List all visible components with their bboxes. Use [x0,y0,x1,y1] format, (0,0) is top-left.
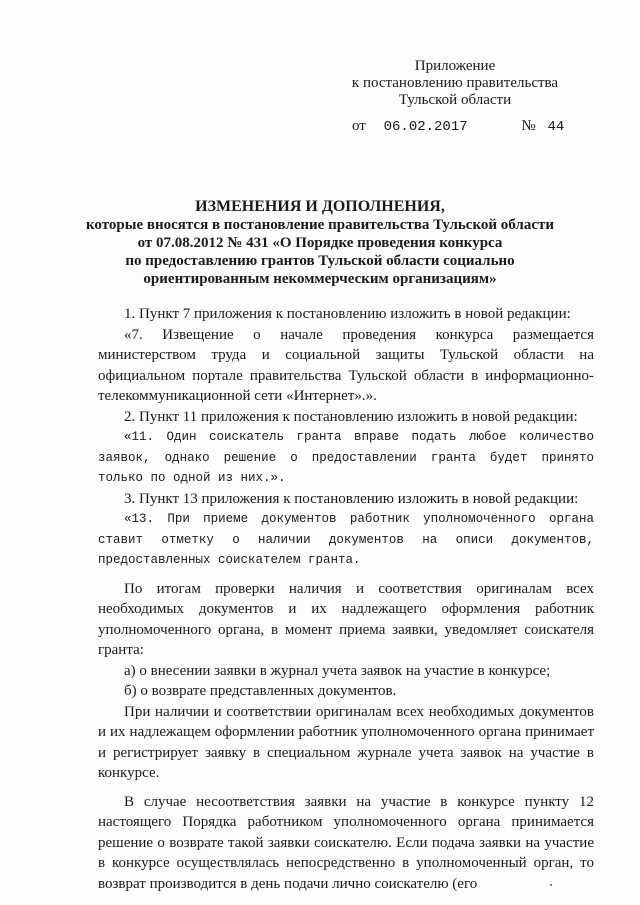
decree-reference [352,118,564,135]
approval-block [340,58,570,109]
title-line-2: от 07.08.2012 № 431 «О Порядке проведения конкурса [137,235,503,251]
document-title [60,198,580,288]
document-body [98,304,594,894]
title-heading: ИЗМЕНЕНИЯ И ДОПОЛНЕНИЯ, [195,198,445,215]
paragraph-3: 2. Пункт 11 приложения к постановлению изложить в новой редакции: [124,408,578,425]
paragraph-7: По итогам проверки наличия и соответствия оригиналам всех необходимых документов и их надлежащего оформления работник уполномоченного органа, в момент приема заявки, уведомляет соискателя гранта: [98,580,594,658]
decree-date: 06.02.2017 [383,119,468,135]
decree-from-label: от [352,118,366,134]
paragraph-8: а) о внесении заявки в журнал учета заявок на участие в конкурсе; [124,662,551,679]
decree-number: 44 [547,119,565,135]
paragraph-1: 1. Пункт 7 приложения к постановлению изложить в новой редакции: [124,306,571,322]
paragraph-11: В случае несоответствия заявки на участие в конкурсе пункту 12 настоящего Порядка работником уполномоченного органа принимается решение о возврате такой заявки соискателю. Если подача заявки на участие в конкурсе осуществлялась непосредственно в уполномоченный орган, то возврат производится в день подачи лично соискателю (его [98,793,594,892]
paragraph-10: При наличии и соответствии оригиналам всех необходимых документов и их надлежащем оформлении работник уполномоченного органа принимает и регистрирует заявку в специальном журнале учета заявок на участие в конкурсе. [98,703,594,781]
paragraph-6: «13. При приеме документов работник уполномоченного органа ставит отметку о наличии документов на описи документов, предоставленных соискателем гранта. [98,512,594,567]
title-line-4: ориентированным некоммерческим организациям» [143,271,497,287]
decree-number-label: № [521,118,536,134]
paragraph-5: 3. Пункт 13 приложения к постановлению изложить в новой редакции: [124,490,579,507]
title-line-1: которые вносятся в постановление правительства Тульской области [85,217,555,233]
scan-speck [550,884,552,886]
approval-line-1: Приложение [414,58,496,74]
title-line-3: по предоставлению грантов Тульской области социально [125,253,515,269]
approval-line-3: Тульской области [398,92,512,108]
paragraph-9: б) о возврате представленных документов. [124,683,397,699]
approval-line-2: к постановлению правительства [351,75,559,91]
paragraph-2: «7. Извещение о начале проведения конкурса размещается министерством труда и социальной защиты Тульской области на официальном портале правительства Тульской области в информационно-телекоммуникационной сети «Интернет».». [98,326,594,404]
paragraph-4: «11. Один соискатель гранта вправе подать любое количество заявок, однако решение о предоставлении гранта будет принято только по одной из них.». [98,430,594,485]
